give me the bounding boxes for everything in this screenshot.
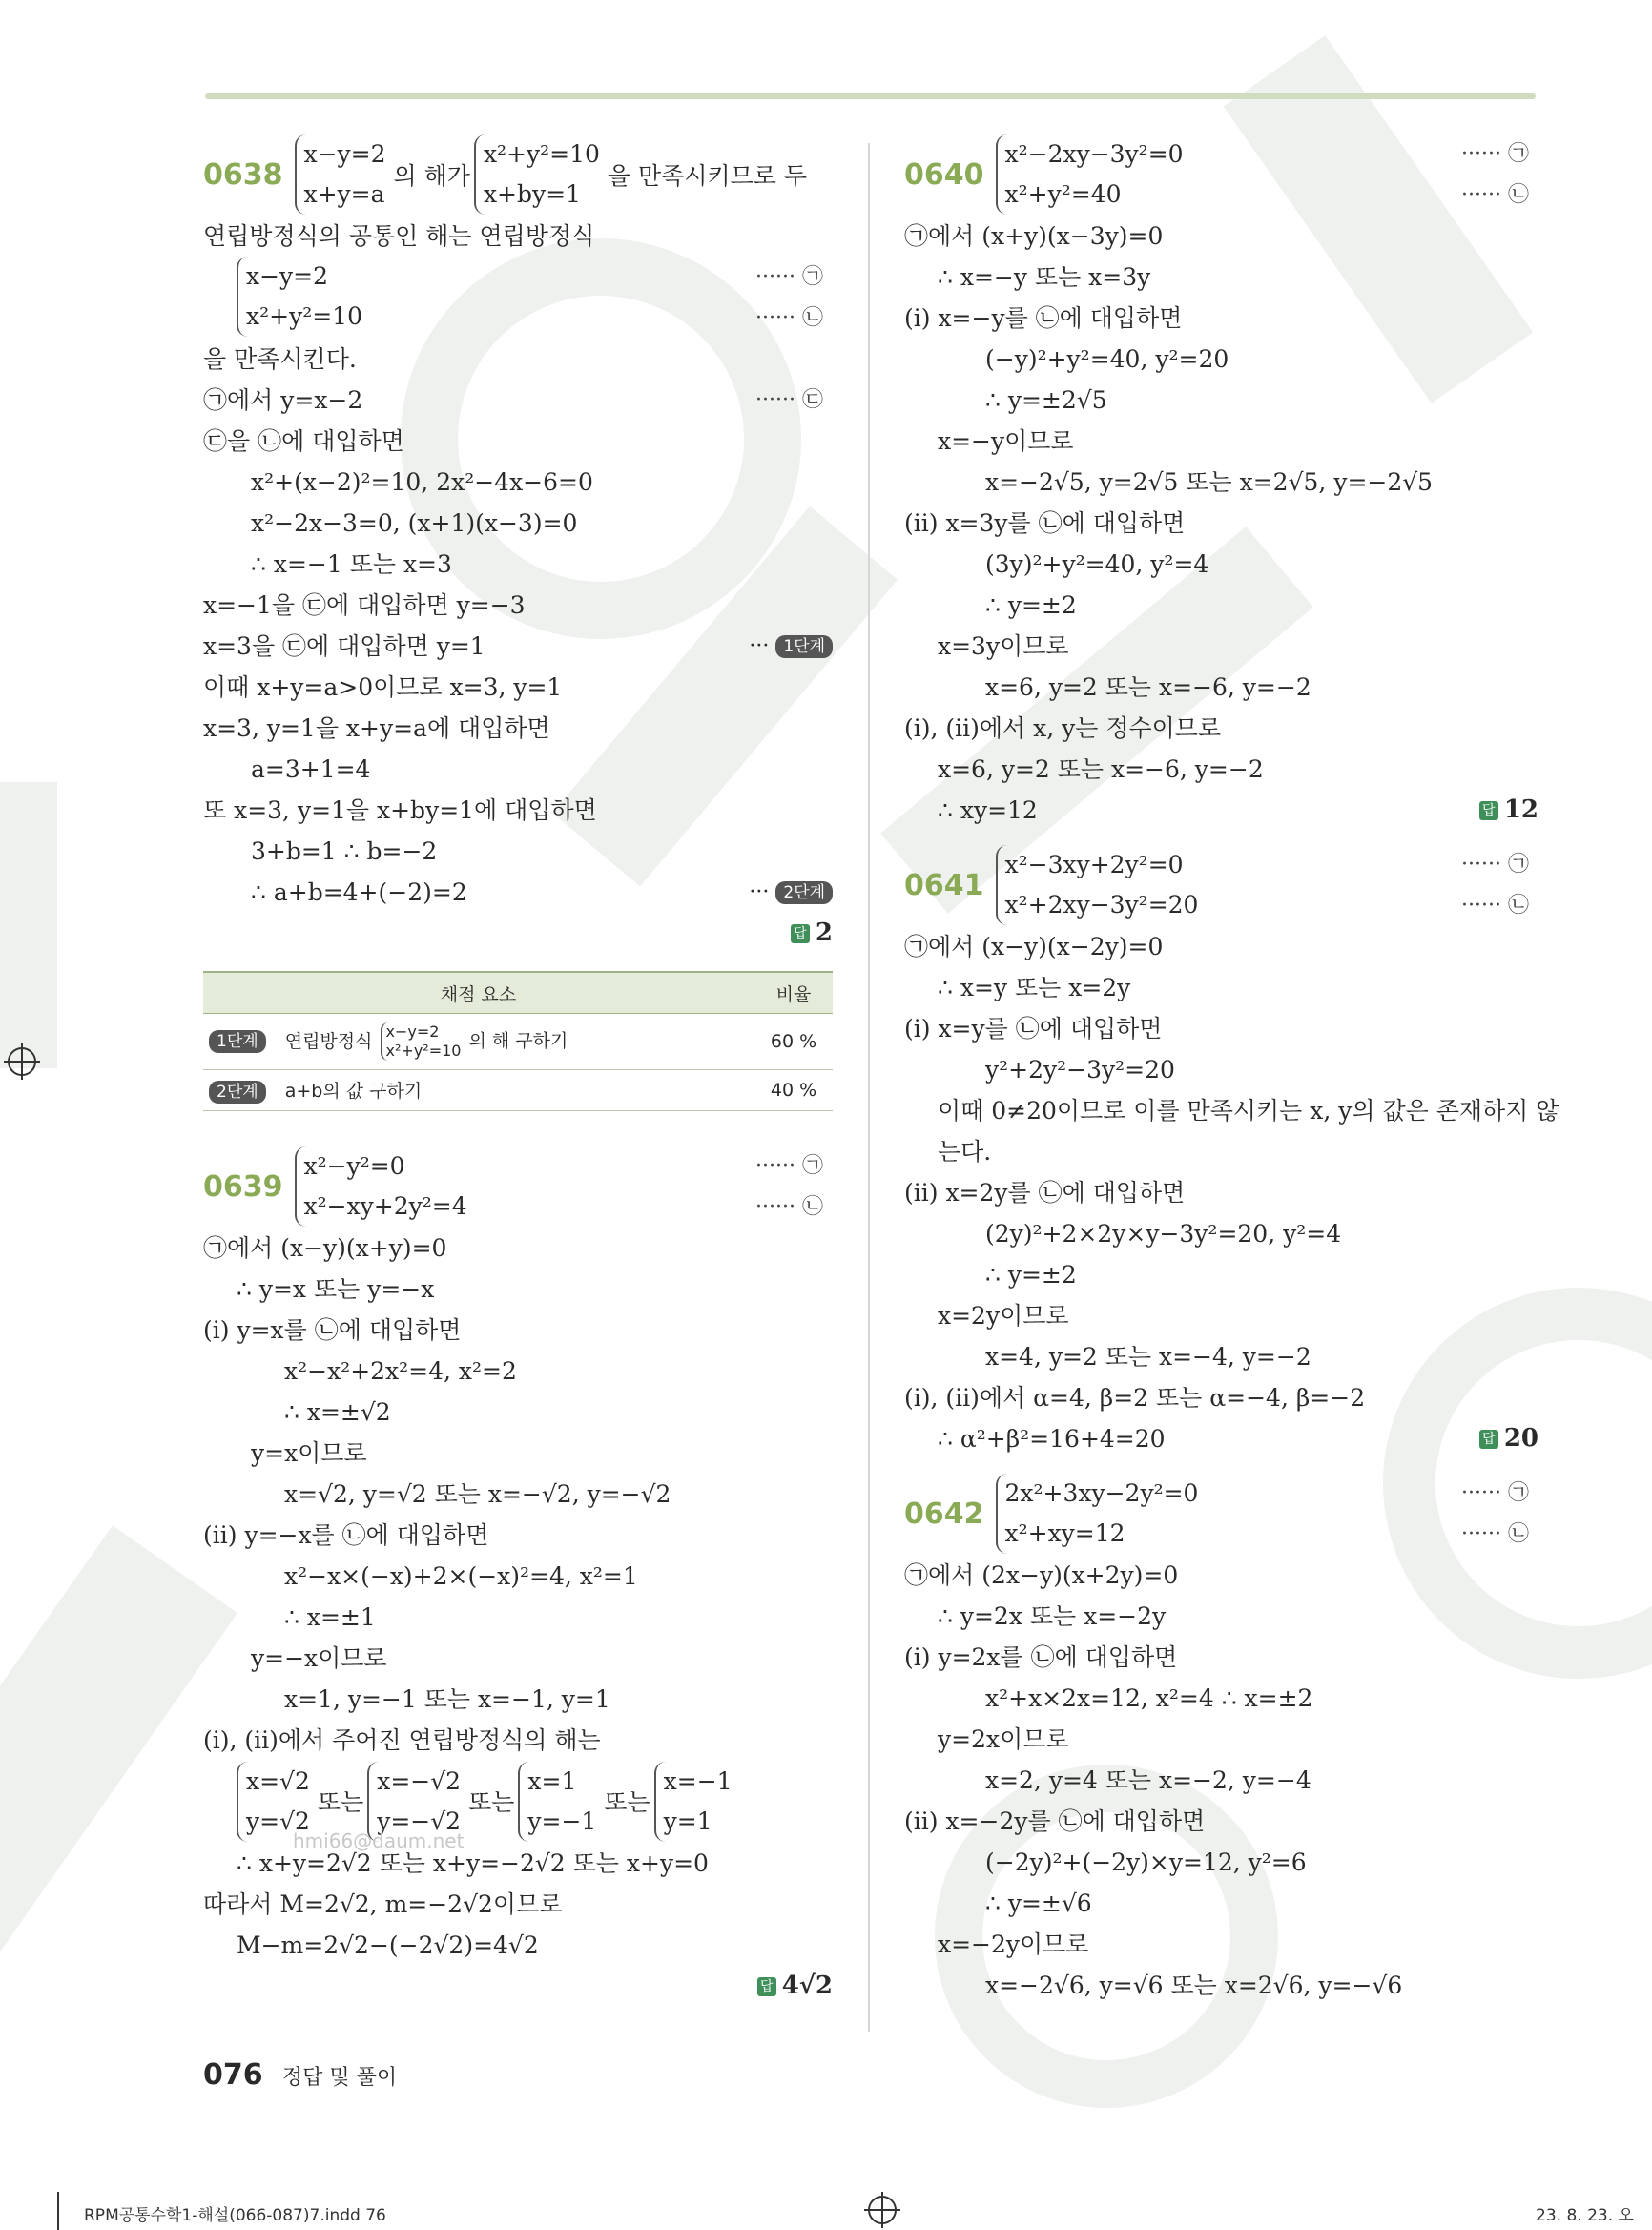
answer: 답 12 [1479, 790, 1538, 831]
footer-label: 정답 및 풀이 [281, 2066, 398, 2090]
file-slug: RPM공통수학1-해설(066-087)7.indd 76 [84, 2206, 386, 2225]
answer: 답 20 [1479, 1418, 1538, 1459]
step-badge: 1단계 [775, 635, 833, 658]
table-header: 채점 요소 [203, 972, 754, 1014]
problem-number: 0641 [904, 868, 984, 902]
problem-0638: 0638 x−y=2 x+y=a 의 해가 x²+y²=10 x+by=1 을 만족시키므로 두 연립방정식의 공통인 해는 연립방정식 x−y=2 x²+y²=10 ······ ㉠ ······ ㉡ 을 만족시킨다. ㉠에서 y=x−2 ······ ㉢ ㉢을 ㉡에 대입하면 x²+(x−2)²=10, 2x²−4x−6=0 x²−2x−3=0, (x+1)(x−3)=0 ∴ x=−1 또는 x=3 x=−1을 ㉢에 대입하면 y=−3 x=3을 ㉢에 대입하면 y=1 ··· 1단계 이때 x+y=a>0이므로 x=3, y=1 x=3, y=1을 x+y=a에 대입하면 a=3+1=4 또 x=3, y=1을 x+by=1에 대입하면 3+b=1 ∴ b=−2 ∴ a+b=4+(−2)=2 ··· 2단계 답 2 [203, 134, 833, 954]
date-slug: 23. 8. 23. 오 [1536, 2206, 1634, 2225]
problem-number: 0638 [203, 157, 283, 192]
step-badge: 2단계 [775, 881, 833, 904]
page-number: 076 [203, 2058, 263, 2092]
problem-0640: 0640 x²−2xy−3y²=0 x²+y²=40 ······ ㉠ ······ ㉡ ㉠에서 (x+y)(x−3y)=0 ∴ x=−y 또는 x=3y (i) x=−y를 ㉡에 대입하면 (−y)²+y²=40, y²=20 ∴ y=±2√5 x=−y이므로 x=−2√5, y=2√5 또는 x=2√5, y=−2√5 (ii) x=3y를 ㉡에 대입하면 (3y)²+y²=40, y²=4 ∴ y=±2 x=3y이므로 x=6, y=2 또는 x=−6, y=−2 (i), (ii)에서 x, y는 정수이므로 x=6, y=2 또는 x=−6, y=−2 ∴ xy=12 답 12 [904, 134, 1538, 831]
table-row: 2단계 a+b의 값 구하기 40 % [203, 1070, 833, 1111]
equation-system: x²+y²=10 x+by=1 [474, 134, 600, 215]
equation-system: x−y=2 x²+y²=10 ······ ㉠ ······ ㉡ [203, 257, 833, 339]
watermark-text: hmi66@daum.net [293, 1829, 465, 1852]
answer: 답 2 [203, 913, 833, 954]
equation-system: x²−2xy−3y²=0 x²+y²=40 [996, 134, 1184, 215]
equation-system: 2x²+3xy−2y²=0 x²+xy=12 [996, 1474, 1199, 1554]
equation-system: x²−y²=0 x²−xy+2y²=4 [295, 1146, 467, 1227]
step-badge: 2단계 [209, 1081, 266, 1104]
answer-icon: 답 [757, 1977, 776, 1996]
problem-number: 0639 [203, 1169, 283, 1204]
crop-mark [57, 2192, 59, 2230]
table-row: 1단계 연립방정식 x−y=2 x²+y²=10 의 해 구하기 60 % [203, 1014, 833, 1070]
problem-0642: 0642 2x²+3xy−2y²=0 x²+xy=12 ······ ㉠ ······ ㉡ ㉠에서 (2x−y)(x+2y)=0 ∴ y=2x 또는 x=−2y (i) y=2x를 ㉡에 대입하면 x²+x×2x=12, x²=4 ∴ x=±2 y=2x이므로 x=2, y=4 또는 x=−2, y=−4 (ii) x=−2y를 ㉡에 대입하면 (−2y)²+(−2y)×y=12, y²=6 ∴ y=±√6 x=−2y이므로 x=−2√6, y=√6 또는 x=2√6, y=−√6 [904, 1473, 1538, 2006]
top-rule [205, 93, 1536, 99]
left-column [203, 134, 833, 2007]
registration-mark-icon [8, 1047, 36, 1076]
answer: 답 4√2 [203, 1966, 833, 2007]
answer-icon: 답 [1479, 801, 1498, 820]
watermark-shape [0, 1525, 237, 2003]
solution-systems: x=√2 y=√2 또는 x=−√2 y=−√2 또는 x=1 y=−1 또는 x=−1 y=1 [203, 1761, 833, 1843]
problem-number: 0642 [904, 1497, 984, 1531]
page-footer [203, 2058, 397, 2092]
answer-icon: 답 [1479, 1430, 1498, 1449]
watermark-shape [0, 782, 57, 1068]
column-divider [868, 143, 870, 2032]
step-badge: 1단계 [209, 1030, 266, 1053]
right-column [904, 134, 1559, 2006]
problem-0639: 0639 x²−y²=0 x²−xy+2y²=4 ······ ㉠ ······ ㉡ ㉠에서 (x−y)(x+y)=0 ∴ y=x 또는 y=−x (i) y=x를 ㉡에 대입하면 x²−x²+2x²=4, x²=2 ∴ x=±√2 y=x이므로 x=√2, y=√2 또는 x=−√2, y=−√2 (ii) y=−x를 ㉡에 대입하면 x²−x×(−x)+2×(−x)²=4, x²=1 ∴ x=±1 y=−x이므로 x=1, y=−1 또는 x=−1, y=1 (i), (ii)에서 주어진 연립방정식의 해는 x=√2 y=√2 또는 x=−√2 y=−√2 또는 x=1 y=−1 또는 x=−1 y=1 ∴ x+y=2√2 또는 x+y=−2√2 또는 x+y=0 따라서 M=2√2, m=−2√2이므로 M−m=2√2−(−2√2)=4√2 답 4√2 [203, 1146, 833, 2007]
answer-icon: 답 [791, 924, 810, 943]
table-header: 비율 [754, 972, 834, 1014]
equation-system: x−y=2 x+y=a [295, 134, 386, 215]
registration-mark-icon [868, 2196, 897, 2224]
scoring-table [203, 971, 833, 1111]
problem-0641: 0641 x²−3xy+2y²=0 x²+2xy−3y²=20 ······ ㉠ ······ ㉡ ㉠에서 (x−y)(x−2y)=0 ∴ x=y 또는 x=2y (i) x=y를 ㉡에 대입하면 y²+2y²−3y²=20 이때 0≠20이므로 이를 만족시키는 x, y의 값은 존재하지 않 는다. (ii) x=2y를 ㉡에 대입하면 (2y)²+2×2y×y−3y²=20, y²=4 ∴ y=±2 x=2y이므로 x=4, y=2 또는 x=−4, y=−2 (i), (ii)에서 α=4, β=2 또는 α=−4, β=−2 ∴ α²+β²=16+4=20 답 20 [904, 844, 1538, 1459]
equation-system: x²−3xy+2y²=0 x²+2xy−3y²=20 [996, 845, 1199, 925]
problem-number: 0640 [904, 157, 984, 192]
